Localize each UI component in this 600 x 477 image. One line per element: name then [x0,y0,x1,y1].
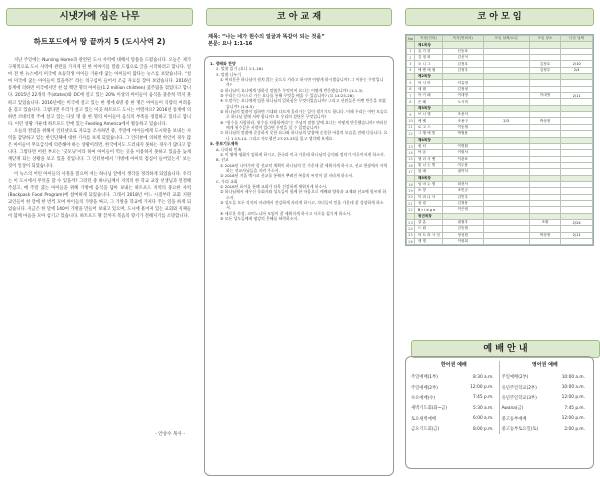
table-cell: 에 벤 에 셀 [414,67,442,73]
service-name: Awana(금) [499,403,552,413]
worship-row [409,414,590,424]
outline-line: 1. 경배와 찬양 [210,61,236,66]
table-cell: 이은엽 [442,207,483,213]
service-time: 12:00 p.m. [561,395,585,401]
table-cell: 12 [408,131,413,136]
table-cell: 22 [408,207,413,212]
service-name: 중고등부예배 [499,414,552,424]
smallgroup-table [406,35,593,245]
table-cell: 18 [408,182,413,187]
table-cell: 이평희 [442,239,483,245]
table-cell: 김정우 [529,67,561,73]
table-cell: 14 [408,150,413,155]
table-cell: 박성영 [529,118,561,124]
table-cell: 제1목장 [414,42,442,48]
outline-line: ② 하나님께서 세우신 목회자와 성도들이 함께 한 마음으로 예배와 양육과 교제와 선교에 힘쓰게 하소서. [220,189,387,200]
table-cell: 2/11 [561,232,593,238]
service-time: 8:00 p.m. [472,426,494,432]
smallgroup-banner: 코 아 모 임 [405,8,594,26]
table-cell: 쉼 터 [414,143,442,149]
table-cell: 김정우 [442,67,483,73]
service-name: 유년주일학교(3부) [499,393,552,403]
table-cell: 9 [407,112,415,118]
service-time: 12:00 p.m. [470,385,494,391]
table-cell: 박성영 [529,232,561,238]
column-header: 모임 날짜/요일 [483,36,529,42]
table-cell: 드 림 [414,226,442,232]
table-cell: 김정평 [442,86,483,92]
table-cell: 세 렘 [414,86,442,92]
table-cell: 이대영 [529,93,561,99]
table-cell: 2/24 [561,219,593,225]
table-cell: 26 [408,239,413,244]
table-cell: 오 니 그 [414,61,442,67]
service-name: 수요예배(수) [411,395,436,401]
table-cell: 조민규 [442,188,483,194]
table-cell: 임 마 누 엘 [414,181,442,187]
service-name: 주일예배(2부) [499,372,552,382]
table-cell: 이유영 [442,80,483,86]
column-header: 모임 장소 [529,36,561,42]
table-cell: 2/11 [561,93,593,99]
table-cell [561,239,593,245]
table-cell: 11 [408,125,413,130]
table-cell: 노시작 [442,99,483,105]
table-cell: 열 매 [414,169,442,175]
table-cell: 최천석 [442,181,483,187]
table-cell: 김신석 [442,55,483,61]
table-cell [483,239,529,245]
worship-row [409,424,590,434]
outline-line: ② 2018년 겨울 멕시코 선교를 통해서 뿌려진 복음의 씨앗이 잘 자라게 하소서. [220,173,354,179]
table-cell: 제5목장 [414,175,442,181]
study-outline-box [204,56,394,476]
table-cell: 제2목장 [414,74,442,80]
table-cell: 생 명 [414,239,442,245]
table-cell: 제4목장 [414,137,442,143]
smallgroup-table-wrap [405,34,594,246]
table-cell: B r i d g e [414,207,442,213]
table-cell: 신동표 [442,48,483,54]
table-cell: 6 [407,86,415,92]
table-cell: 권이석 [442,169,483,175]
service-time: 8:30 a.m. [473,374,494,380]
outline-line: C. 우리 교회 [216,178,238,184]
table-cell: 4 [407,67,415,73]
service-time: 2:00 p.m. [564,426,585,432]
worship-row [409,382,590,392]
service-time: 5:30 a.m. [473,405,494,411]
table-cell: 이관표 [442,156,483,162]
table-cell: 16 [408,163,413,168]
table-cell: 김 정 화 [414,55,442,61]
table-cell: 7 [407,93,415,99]
outline-line: ③ 우리는 다시스로 가는 요나를 통해 무엇을 배울 수 있습니까? (요 14:25-26) [220,93,354,99]
table-cell: 은 혜 [414,99,442,105]
essay-paragraph: 이 뉴스의 어린 아이들의 사정을 읽으며 저는 하나님 앞에서 생각을 정리하게 되었습니다. 우리는 이 도시에서 무엇을 할 수 있을까? 그러던 중 하나님께서 지역의 한 학교 교장 선생님과 연결해 주셨고, 매 주말 굶는 아이들을 위해 가방에 음식을 담아 보내는 하트포드 지역의 중요한 사역(Backpack Food Program)에 참여하게 되었습니다. 그래서 2018년 어느 시점부터 교회 지원 교인들이 한 달에 한 번씩 모여 아이들의 가방을 싸고, 그 가방을 학교에 가져다 주는 일을 하게 되었습니다. 지금은 한 달에 140여 가방을 만들어 보내고 있으며, 도시에 흩어져 있는 교회와 지체들이 함께 마음을 모아 섬기고 있습니다. 하트포드 땅 끝까지 복음의 향기가 전해지기를 소망합니다. [8,171,191,220]
table-cell: 이명환 [442,143,483,149]
table-cell: 23 [408,220,413,225]
service-time: 10:00 a.m. [561,374,585,380]
outline-line: ⑦ 하나님의 말씀에 순종하지 못한 요나와 하나님의 말씀에 순종한 바울의 모습을 전해 다릅니다. 요나 1:13-14, 그리고 사도행전 27:23-25를 읽고 생각해 보세요. [220,130,388,141]
table-cell: 19 [408,188,413,193]
study-column [200,0,398,477]
table-cell: 권철우 [442,219,483,225]
service-name: 중고등부토요일(토) [499,424,552,434]
groups-column [399,0,600,477]
outline-line: ① 2018년 표어를 통해 교회가 더욱 건강하게 세워지게 하소서. [220,183,328,189]
table-cell: 브 니 엘 [414,112,442,118]
column-header: No [408,36,413,41]
table-cell: 1 [407,48,415,54]
table-cell: 2/3 [483,118,529,124]
table-cell: 8 [407,99,415,105]
worship-schedule [405,356,594,469]
table-cell: 아 트 라 시 잇 [414,232,442,238]
outline-line: ① 이 땅에 평화가 임하게 하시고, 한국과 미국 가운데 하나님의 공의와 정의가 이루어지게 하소서. [220,151,385,157]
outline-line: 2. 말씀 읽기 (요나 1:1-16) [216,66,263,72]
worship-table [409,361,590,434]
essay-paragraph: 지난 주일에는 Nursing Home과 관련된 도시 사역에 대해서 말씀을 드렸습니다. 오늘은 제가 구체적으로 도시 사역에 관련을 가지게 된 한 이야기를 말씀 드림으로 글을 시작하려고 합니다. 얼마 전 한 뉴스에서 미국에 초등학생 아이들 가운데 굶는 아이들이 많다는 뉴스를 보았습니다. “설마 미국에 굶는 아이들이 있을까?” 라는 의구심이 들어서 조금 자료를 찾아 보았습니다. 2016년 통계에 의하면 미국에서만 천 삼 백만 명의 아이들(1.2 million children) 굶주림을 겪었다고 합니다. 2015년 22개의 주(states)와 DC에 살고 있는 20% 이상의 아이들이 음식을 충분히 먹지 못하고 있었습니다. 2016년에는 미국에 살고 있는 한 명에 6명 중 한 명은 아이들이 식량의 어려움을 겪고 있습니다. 그렇다면 우리가 살고 있는 이곳 하트포드 도시는 어떨까요? 2016년 통계에 의하면 코네티컷 주에 살고 있는 다섯 명 중 한 명의 아이들이 음식의 부족을 경험하고 있다고 합니다. 이런 상황 가운데 하트포드 안에 있는 Feeding America에서 활동하고 있습니다. [8,58,191,127]
outline-line: B. 선교 [216,157,229,163]
table-cell: 조용구 [442,118,483,124]
table-cell: 24 [408,226,413,231]
outline-line: ⑥ “원수를 사랑하라, 원수를 사랑하여라”는 주님의 말씀 앞에 요나는 어떻게 반응했습니까? 여러분에게 원수같은 사람이 있다면 무엇을 할 수 있겠습니까? [220,119,388,131]
table-cell: 소 망 [414,188,442,194]
table-cell: 20 [408,195,413,200]
essay-column [0,0,199,477]
table-cell: 그 행 에 빛 [414,131,442,137]
service-time: 7:45 p.m. [472,395,494,401]
table-cell: 성 령 [414,200,442,206]
table-cell: 2/4 [561,67,593,73]
table-cell: 제3목장 [414,105,442,111]
outline-line: ② 하나님이 요나에게 명하신 말씀은 무엇이며 요나는 어떻게 반응했습니까? (1:1-3) [220,87,363,93]
table-cell: 빛 나 는 별 [414,162,442,168]
table-cell: 이 라 나 사 [414,194,442,200]
essay-body [0,57,199,220]
essay-title: 하트포드에서 땅 끝까지 5 (도시사역 2) [33,37,166,46]
service-name: 주일예배(1부) [411,375,438,381]
table-cell: 김정호 [442,61,483,67]
outline-line: ④ 새로운 목장, 코이노니아 모임이 잘 세워지게 하시고 서로를 섬기게 하소서. [220,210,352,216]
table-cell: 아 가 페 [414,93,442,99]
service-time: 7:45 p.m. [564,405,585,411]
table-cell: 17 [408,169,413,174]
table-cell: 이동철 [442,124,483,130]
worship-banner: 예 배 안 내 [411,340,600,358]
service-name: 주일예배(2부) [411,385,438,391]
service-name: 토요새벽예배 [411,416,436,422]
worship-row [409,372,590,382]
table-cell: 김정용 [442,200,483,206]
table-cell [529,239,561,245]
table-cell: 조용석 [442,112,483,118]
outline-line: ① 여러분은 하나님이 원치 않는 곳으로 가라고 하시면 어떻게 하시겠습니까? 그 이유는 무엇입니까? [220,77,384,88]
column-header: 다음 날짜 [561,36,593,42]
table-cell: 김정호 [529,61,561,67]
table-cell: 정성원 [442,232,483,238]
table-cell: 2 [407,55,415,61]
table-cell: 13 [408,144,413,149]
table-cell: 박철용 [442,131,483,137]
table-cell: 5 [407,80,415,86]
table-cell: 청년목장 [414,213,442,219]
table-cell: 25 [408,233,413,238]
table-cell: 21 [408,201,413,206]
table-cell: 15 [408,157,413,162]
outline-line: ③ 성도들 모두 각자의 자리에서 건강하게 자라게 하시고, 자녀들이 믿음 가운데 잘 성장하게 하소서. [220,199,384,211]
service-name: 금요기도회(금) [411,427,440,433]
outline-line: ① 2018년 나아가야 할 선교의 계획이 하나님의 뜻 가운데 잘 세워지게 하시고, 선교 현장에서 사역하는 선교사님들을 지켜 주소서. [220,162,388,173]
sermon-scripture: 본문: 요나 1:1-16 [208,41,253,47]
outline-line: ⑤ 하나님의 말씀이 임하면 기대와 다르게 흘러가는 일이 생기기도 합니다. 이때 우리는 어떤 모습으로 하나님 앞에 서야 합니까? 또 우리의 결단은 무엇입니까? [220,109,388,120]
essay-author: - 안상수 목사 - [155,432,185,437]
table-cell: 이두용 [442,162,483,168]
table-cell: 로 고 스 [414,124,442,130]
essay-banner: 시냇가에 심은 나무 [6,8,193,26]
outline-line: A. 나라와 민족 [216,146,242,152]
table-cell: 에 벨 [414,118,442,124]
service-name: 새벽기도회(화~금) [411,406,448,412]
sermon-title: 제목: “나는 네가 원수의 얼굴과 똑같이 되는 것을” [208,34,325,40]
table-cell: 3 [407,61,415,67]
outline-line: 5. 중보기도제목 [210,141,239,147]
table-cell: 아 시 아 [414,80,442,86]
essay-paragraph: 오늘의 칼럼을 위해서 인터넷으로 자료를 조사하면 중, 주말에 아이들에게 도시락을 보내는 사역을 감당하고 있는 한인단체에 대한 기사를 보게 되었습니다. 그 인터뷰에 의하면 한인이 경우 많은 아이들이 무료급식에 의존해야 하는 상황이라면, 한국에서도 드러내지 못하는 경우가 많다고 합니다. 그렇다면 어떤 부모는 ‘굿모닝’이라 하여 아이들이 먹는 곳을 이용하지 못하고 있음을 늦게 깨닫게 되는 상황을 보고 있을 것입니다. 그 인터뷰에서 ‘가방에 아이의 점심이 들어있는지’ 보는 것이 일상이 되었습니다. [8,128,191,170]
column-header: 목자(연락처) [442,36,483,42]
table-cell: 유 가 한 [414,48,442,54]
table-cell: 조환 [529,219,561,225]
worship-row [409,393,590,403]
table-cell: 김민우 [442,194,483,200]
service-time: 10:00 a.m. [561,385,585,391]
study-banner: 코 아 교 재 [206,8,392,26]
table-cell: 이대영 [442,93,483,99]
table-cell: 이원서 [442,150,483,156]
service-time: 6:00 a.m. [473,416,494,422]
service-name: 유년주일학교(2부) [499,382,552,392]
outline-line: ⑤ 모든 성도들에게 평강의 은혜를 허락하소서. [220,215,299,221]
table-cell: 10 [408,119,413,124]
outline-line: 3. 말씀 나누기 [216,71,241,77]
worship-row [409,403,590,413]
table-cell: 2/10 [561,61,593,67]
table-cell: 김동철 [442,226,483,232]
table-row [407,239,593,245]
english-service-heading: 영어권 예배 [499,361,590,372]
table-cell: 엘 리 사 벳 [414,156,442,162]
outline-line: ④ 도망가는 요나에게 임한 하나님의 일하심은 무엇이었습니까? 그리고 선원들은 어떤 반응을 보였습니까? (1:4-5) [220,98,386,109]
table-cell: 야 곱 [414,150,442,156]
korean-service-heading: 한어권 예배 [440,362,467,368]
table-cell: 샬 롬 [414,219,442,225]
service-time: 12:00 p.m. [561,416,585,422]
column-header: 목장(전화) [414,36,442,42]
